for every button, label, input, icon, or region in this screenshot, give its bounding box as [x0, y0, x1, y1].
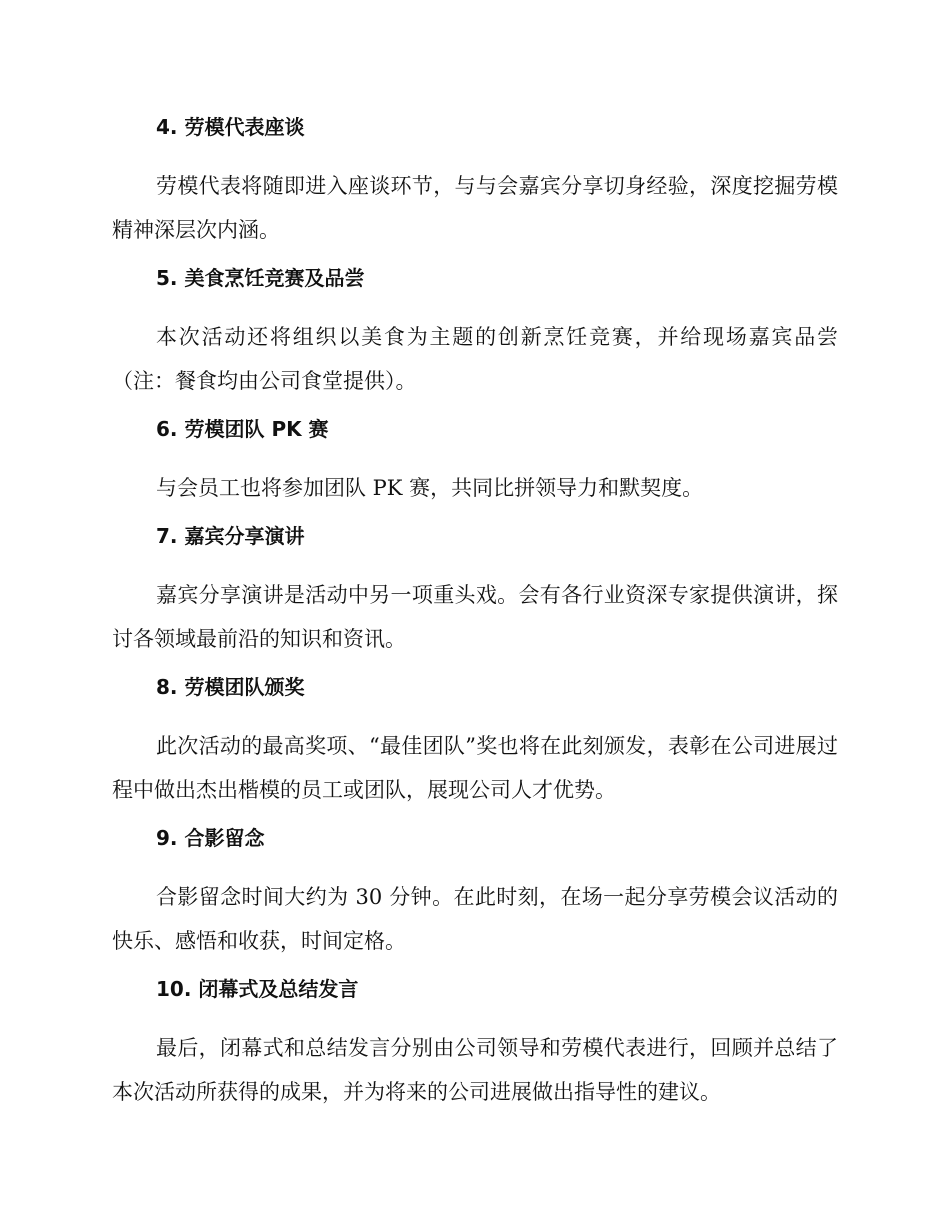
section-heading: 6. 劳模团队 PK 赛	[156, 417, 329, 441]
section-paragraph: 最后，闭幕式和总结发言分别由公司领导和劳模代表进行，回顾并总结了本次活动所获得的成果，并为将来的公司进展做出指导性的建议。	[112, 1036, 838, 1104]
section-heading: 9. 合影留念	[156, 826, 265, 850]
section-paragraph: 劳模代表将随即进入座谈环节，与与会嘉宾分享切身经验，深度挖掘劳模精神深层次内涵。	[112, 174, 838, 242]
section-10	[112, 972, 838, 1114]
section-paragraph: 本次活动还将组织以美食为主题的创新烹饪竞赛，并给现场嘉宾品尝（注：餐食均由公司食堂提供）。	[112, 325, 838, 393]
section-4	[112, 110, 838, 252]
section-paragraph: 此次活动的最高奖项、“最佳团队”奖也将在此刻颁发，表彰在公司进展过程中做出杰出楷模的员工或团队，展现公司人才优势。	[112, 734, 838, 802]
section-7	[112, 519, 838, 661]
section-paragraph: 与会员工也将参加团队 PK 赛，共同比拼领导力和默契度。	[156, 476, 704, 500]
document-body	[112, 110, 838, 1123]
section-paragraph: 嘉宾分享演讲是活动中另一项重头戏。会有各行业资深专家提供演讲，探讨各领域最前沿的知识和资讯。	[112, 583, 838, 651]
section-heading: 10. 闭幕式及总结发言	[156, 977, 359, 1001]
section-5	[112, 261, 838, 403]
section-heading: 7. 嘉宾分享演讲	[156, 524, 305, 548]
section-9	[112, 821, 838, 963]
section-heading: 8. 劳模团队颁奖	[156, 675, 305, 699]
section-8	[112, 670, 838, 812]
section-heading: 5. 美食烹饪竞赛及品尝	[156, 266, 365, 290]
section-paragraph: 合影留念时间大约为 30 分钟。在此时刻，在场一起分享劳模会议活动的快乐、感悟和收获，时间定格。	[112, 885, 838, 953]
section-heading: 4. 劳模代表座谈	[156, 115, 305, 139]
section-6	[112, 412, 838, 510]
